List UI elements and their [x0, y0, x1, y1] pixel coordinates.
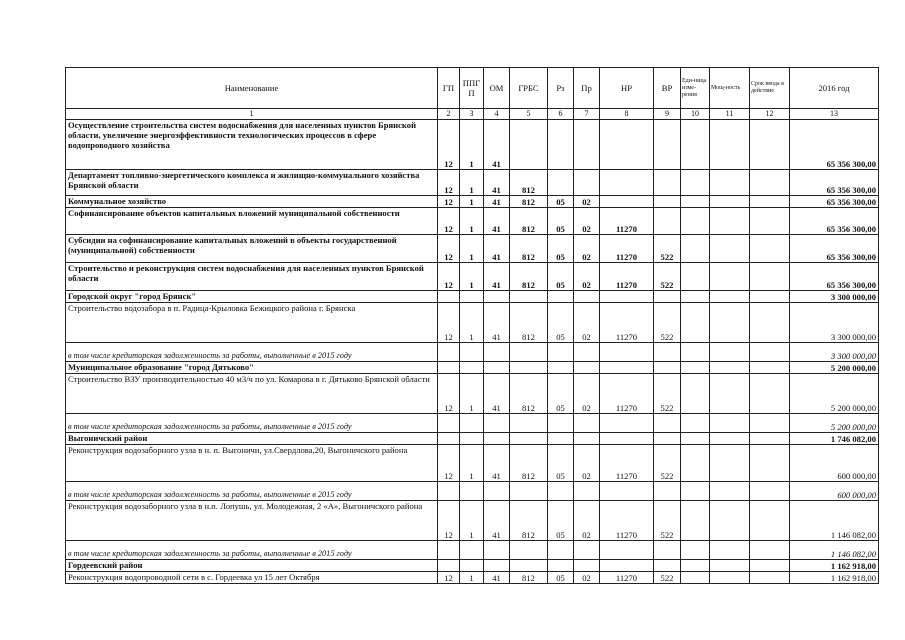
code-ppgp: 1 [460, 170, 484, 196]
code-gp: 12 [438, 170, 460, 196]
code-om: 41 [484, 170, 510, 196]
code-om: 41 [484, 196, 510, 208]
term-cell [750, 235, 790, 263]
code-rz [548, 560, 574, 572]
code-om [484, 433, 510, 445]
col-num: 2 [438, 109, 460, 120]
col-header-rz: Рз [548, 68, 574, 109]
code-gp [438, 433, 460, 445]
code-pr [574, 362, 600, 374]
row-name: Строительство и реконструкция систем водоснабжения для населенных пунктов Брянской области [66, 263, 438, 291]
code-nr: 11270 [600, 263, 654, 291]
col-header-grbs: ГРБС [510, 68, 548, 109]
code-gp: 12 [438, 303, 460, 343]
header-row [66, 68, 879, 109]
unit-cell [681, 170, 710, 196]
unit-cell [681, 235, 710, 263]
code-vr: 522 [654, 235, 681, 263]
amount-2016: 1 162 918,00 [790, 560, 879, 572]
code-ppgp [460, 362, 484, 374]
code-ppgp [460, 482, 484, 501]
code-ppgp: 1 [460, 120, 484, 170]
code-rz: 05 [548, 374, 574, 414]
row-name: в том числе кредиторская задолженность за работы, выполненные в 2015 году [66, 343, 438, 362]
code-rz [548, 362, 574, 374]
code-rz: 05 [548, 303, 574, 343]
code-vr [654, 414, 681, 433]
amount-2016: 65 356 300,00 [790, 120, 879, 170]
capacity-cell [710, 303, 750, 343]
code-nr [600, 291, 654, 303]
code-nr [600, 433, 654, 445]
code-rz: 05 [548, 445, 574, 482]
code-pr [574, 120, 600, 170]
code-rz: 05 [548, 196, 574, 208]
code-vr [654, 433, 681, 445]
code-vr: 522 [654, 572, 681, 584]
code-vr: 522 [654, 501, 681, 541]
code-gp: 12 [438, 120, 460, 170]
amount-2016: 5 200 000,00 [790, 374, 879, 414]
code-grbs: 812 [510, 263, 548, 291]
code-ppgp: 1 [460, 235, 484, 263]
term-cell [750, 374, 790, 414]
amount-2016: 65 356 300,00 [790, 235, 879, 263]
code-pr [574, 343, 600, 362]
code-pr: 02 [574, 572, 600, 584]
table-row [66, 263, 879, 291]
col-num: 5 [510, 109, 548, 120]
code-rz: 05 [548, 263, 574, 291]
unit-cell [681, 414, 710, 433]
amount-2016: 1 162 918,00 [790, 572, 879, 584]
col-header-vr: ВР [654, 68, 681, 109]
row-name: в том числе кредиторская задолженность за работы, выполненные в 2015 году [66, 541, 438, 560]
row-name: в том числе кредиторская задолженность за работы, выполненные в 2015 году [66, 482, 438, 501]
term-cell [750, 541, 790, 560]
code-grbs [510, 414, 548, 433]
code-pr: 02 [574, 501, 600, 541]
code-vr [654, 343, 681, 362]
unit-cell [681, 541, 710, 560]
code-grbs: 812 [510, 572, 548, 584]
col-num: 7 [574, 109, 600, 120]
term-cell [750, 208, 790, 235]
code-nr: 11270 [600, 303, 654, 343]
table-row [66, 362, 879, 374]
code-grbs [510, 560, 548, 572]
capacity-cell [710, 433, 750, 445]
code-vr: 522 [654, 263, 681, 291]
code-ppgp [460, 343, 484, 362]
amount-2016: 3 300 000,00 [790, 303, 879, 343]
code-gp: 12 [438, 263, 460, 291]
code-nr [600, 414, 654, 433]
table-row [66, 235, 879, 263]
unit-cell [681, 208, 710, 235]
table-row [66, 208, 879, 235]
term-cell [750, 196, 790, 208]
code-vr: 522 [654, 303, 681, 343]
code-nr [600, 560, 654, 572]
capacity-cell [710, 263, 750, 291]
term-cell [750, 572, 790, 584]
code-grbs: 812 [510, 445, 548, 482]
code-nr [600, 120, 654, 170]
code-om: 41 [484, 120, 510, 170]
row-name: Реконструкция водозаборного узла в н.п. Лопушь, ул. Молодежная, 2 «А», Выгоничского района [66, 501, 438, 541]
code-gp [438, 541, 460, 560]
code-grbs [510, 120, 548, 170]
code-om [484, 541, 510, 560]
col-num: 12 [750, 109, 790, 120]
code-pr [574, 541, 600, 560]
code-nr [600, 541, 654, 560]
row-name: Гордеевский район [66, 560, 438, 572]
term-cell [750, 263, 790, 291]
term-cell [750, 445, 790, 482]
table-row [66, 560, 879, 572]
row-name: в том числе кредиторская задолженность за работы, выполненные в 2015 году [66, 414, 438, 433]
code-vr [654, 291, 681, 303]
amount-2016: 600 000,00 [790, 482, 879, 501]
unit-cell [681, 374, 710, 414]
table-row [66, 374, 879, 414]
code-om: 41 [484, 501, 510, 541]
code-om: 41 [484, 235, 510, 263]
col-num: 4 [484, 109, 510, 120]
code-gp [438, 291, 460, 303]
col-header-unit: Еди-ница изме-рения [681, 68, 710, 109]
capacity-cell [710, 170, 750, 196]
code-gp: 12 [438, 235, 460, 263]
budget-table [65, 67, 879, 584]
unit-cell [681, 560, 710, 572]
term-cell [750, 362, 790, 374]
code-om: 41 [484, 445, 510, 482]
code-pr [574, 482, 600, 501]
code-vr [654, 541, 681, 560]
code-ppgp: 1 [460, 303, 484, 343]
amount-2016: 65 356 300,00 [790, 208, 879, 235]
code-pr [574, 291, 600, 303]
code-ppgp [460, 560, 484, 572]
term-cell [750, 414, 790, 433]
term-cell [750, 120, 790, 170]
col-header-ppgp: ППГП [460, 68, 484, 109]
code-nr [600, 362, 654, 374]
code-ppgp: 1 [460, 445, 484, 482]
unit-cell [681, 362, 710, 374]
code-ppgp: 1 [460, 208, 484, 235]
code-vr [654, 560, 681, 572]
code-pr [574, 414, 600, 433]
capacity-cell [710, 414, 750, 433]
code-pr: 02 [574, 235, 600, 263]
code-om [484, 560, 510, 572]
capacity-cell [710, 235, 750, 263]
code-ppgp [460, 414, 484, 433]
capacity-cell [710, 208, 750, 235]
code-nr [600, 196, 654, 208]
code-pr [574, 433, 600, 445]
code-om: 41 [484, 374, 510, 414]
code-gp [438, 343, 460, 362]
col-header-nr: НР [600, 68, 654, 109]
code-gp [438, 560, 460, 572]
unit-cell [681, 482, 710, 501]
code-rz: 05 [548, 501, 574, 541]
col-header-name: Наименование [66, 68, 438, 109]
col-header-gp: ГП [438, 68, 460, 109]
amount-2016: 65 356 300,00 [790, 170, 879, 196]
budget-table-sheet [65, 67, 879, 584]
code-rz [548, 291, 574, 303]
code-vr: 522 [654, 445, 681, 482]
term-cell [750, 433, 790, 445]
code-vr [654, 170, 681, 196]
term-cell [750, 343, 790, 362]
code-nr: 11270 [600, 235, 654, 263]
code-om [484, 414, 510, 433]
capacity-cell [710, 362, 750, 374]
code-nr: 11270 [600, 208, 654, 235]
amount-2016: 1 146 082,00 [790, 501, 879, 541]
code-grbs [510, 482, 548, 501]
row-name: Субсидии на софинансирование капитальных вложений в объекты государственной (муниципальной) собственности [66, 235, 438, 263]
amount-2016: 65 356 300,00 [790, 196, 879, 208]
col-header-capacity: Мощ-ность [710, 68, 750, 109]
code-gp: 12 [438, 196, 460, 208]
code-ppgp [460, 541, 484, 560]
code-nr [600, 170, 654, 196]
capacity-cell [710, 482, 750, 501]
code-grbs [510, 343, 548, 362]
code-vr [654, 208, 681, 235]
col-header-pr: Пр [574, 68, 600, 109]
unit-cell [681, 501, 710, 541]
capacity-cell [710, 572, 750, 584]
code-gp [438, 414, 460, 433]
code-grbs [510, 433, 548, 445]
code-grbs [510, 362, 548, 374]
code-gp: 12 [438, 572, 460, 584]
code-om: 41 [484, 263, 510, 291]
unit-cell [681, 433, 710, 445]
unit-cell [681, 445, 710, 482]
capacity-cell [710, 120, 750, 170]
code-vr: 522 [654, 374, 681, 414]
code-nr: 11270 [600, 572, 654, 584]
code-pr: 02 [574, 208, 600, 235]
amount-2016: 5 200 000,00 [790, 362, 879, 374]
code-ppgp [460, 291, 484, 303]
table-row [66, 303, 879, 343]
col-header-year: 2016 год [790, 68, 879, 109]
col-num: 6 [548, 109, 574, 120]
capacity-cell [710, 501, 750, 541]
col-num: 9 [654, 109, 681, 120]
row-name: Муниципальное образование "город Дятьково" [66, 362, 438, 374]
code-rz [548, 482, 574, 501]
capacity-cell [710, 343, 750, 362]
row-name: Реконструкция водопроводной сети в с. Гордеевка ул 15 лет Октября [66, 572, 438, 584]
table-row [66, 343, 879, 362]
code-pr: 02 [574, 303, 600, 343]
term-cell [750, 482, 790, 501]
code-om [484, 343, 510, 362]
capacity-cell [710, 291, 750, 303]
code-gp: 12 [438, 374, 460, 414]
code-rz [548, 541, 574, 560]
code-om [484, 291, 510, 303]
amount-2016: 3 300 000,00 [790, 291, 879, 303]
amount-2016: 3 300 000,00 [790, 343, 879, 362]
code-nr: 11270 [600, 445, 654, 482]
code-vr [654, 482, 681, 501]
code-rz [548, 170, 574, 196]
row-name: Коммунальное хозяйство [66, 196, 438, 208]
amount-2016: 5 200 000,00 [790, 414, 879, 433]
code-rz [548, 343, 574, 362]
code-gp: 12 [438, 501, 460, 541]
unit-cell [681, 120, 710, 170]
row-name: Департамент топливно-энергетического комплекса и жилищно-коммунального хозяйства Брянской области [66, 170, 438, 196]
amount-2016: 600 000,00 [790, 445, 879, 482]
capacity-cell [710, 445, 750, 482]
table-row [66, 414, 879, 433]
code-rz [548, 120, 574, 170]
code-vr [654, 362, 681, 374]
col-num: 1 [66, 109, 438, 120]
code-rz [548, 433, 574, 445]
code-ppgp: 1 [460, 501, 484, 541]
code-grbs: 812 [510, 303, 548, 343]
code-gp [438, 482, 460, 501]
unit-cell [681, 263, 710, 291]
col-header-term: Срок ввода в действие [750, 68, 790, 109]
code-grbs: 812 [510, 208, 548, 235]
table-row [66, 445, 879, 482]
table-row [66, 541, 879, 560]
capacity-cell [710, 374, 750, 414]
row-name: Строительство ВЗУ производительностью 40 м3/ч по ул. Комарова в г. Дятьково Брянской области [66, 374, 438, 414]
code-nr [600, 482, 654, 501]
code-pr: 02 [574, 445, 600, 482]
code-pr: 02 [574, 374, 600, 414]
term-cell [750, 501, 790, 541]
row-name: Реконструкция водозаборного узла в н. п. Выгоничи, ул.Свердлова,20, Выгоничского района [66, 445, 438, 482]
code-om: 41 [484, 208, 510, 235]
code-gp [438, 362, 460, 374]
code-ppgp: 1 [460, 196, 484, 208]
term-cell [750, 291, 790, 303]
col-num: 3 [460, 109, 484, 120]
table-row [66, 196, 879, 208]
code-pr [574, 560, 600, 572]
code-grbs: 812 [510, 374, 548, 414]
code-gp: 12 [438, 445, 460, 482]
row-name: Городской округ "город Брянск" [66, 291, 438, 303]
code-grbs: 812 [510, 170, 548, 196]
code-nr [600, 343, 654, 362]
code-nr: 11270 [600, 501, 654, 541]
code-nr: 11270 [600, 374, 654, 414]
code-rz [548, 414, 574, 433]
unit-cell [681, 303, 710, 343]
col-header-om: ОМ [484, 68, 510, 109]
table-row [66, 501, 879, 541]
code-rz: 05 [548, 208, 574, 235]
term-cell [750, 303, 790, 343]
code-om: 41 [484, 572, 510, 584]
col-num: 10 [681, 109, 710, 120]
code-ppgp: 1 [460, 572, 484, 584]
col-num: 13 [790, 109, 879, 120]
row-name: Софинансирование объектов капитальных вложений муниципальной собственности [66, 208, 438, 235]
col-num: 11 [710, 109, 750, 120]
code-pr [574, 170, 600, 196]
code-vr [654, 120, 681, 170]
code-ppgp: 1 [460, 374, 484, 414]
term-cell [750, 560, 790, 572]
column-number-row [66, 109, 879, 120]
code-ppgp: 1 [460, 263, 484, 291]
row-name: Строительство водозабора в п. Радица-Крыловка Бежицкого района г. Брянска [66, 303, 438, 343]
unit-cell [681, 572, 710, 584]
amount-2016: 1 146 082,00 [790, 541, 879, 560]
code-om: 41 [484, 303, 510, 343]
unit-cell [681, 291, 710, 303]
col-num: 8 [600, 109, 654, 120]
table-row [66, 482, 879, 501]
code-rz: 05 [548, 235, 574, 263]
amount-2016: 65 356 300,00 [790, 263, 879, 291]
code-ppgp [460, 433, 484, 445]
unit-cell [681, 196, 710, 208]
code-rz: 05 [548, 572, 574, 584]
capacity-cell [710, 541, 750, 560]
code-grbs [510, 541, 548, 560]
code-om [484, 362, 510, 374]
capacity-cell [710, 560, 750, 572]
table-row [66, 170, 879, 196]
code-gp: 12 [438, 208, 460, 235]
table-row [66, 291, 879, 303]
table-row [66, 120, 879, 170]
code-grbs: 812 [510, 196, 548, 208]
code-grbs: 812 [510, 501, 548, 541]
unit-cell [681, 343, 710, 362]
term-cell [750, 170, 790, 196]
capacity-cell [710, 196, 750, 208]
code-vr [654, 196, 681, 208]
table-row [66, 572, 879, 584]
amount-2016: 1 746 082,00 [790, 433, 879, 445]
row-name: Выгоничский район [66, 433, 438, 445]
code-pr: 02 [574, 196, 600, 208]
code-grbs [510, 291, 548, 303]
code-grbs: 812 [510, 235, 548, 263]
code-pr: 02 [574, 263, 600, 291]
code-om [484, 482, 510, 501]
row-name: Осуществление строительства систем водоснабжения для населенных пунктов Брянской области, увеличение энергоэффективности технологических процессов в сфере водопроводного хозяйства [66, 120, 438, 170]
table-row [66, 433, 879, 445]
